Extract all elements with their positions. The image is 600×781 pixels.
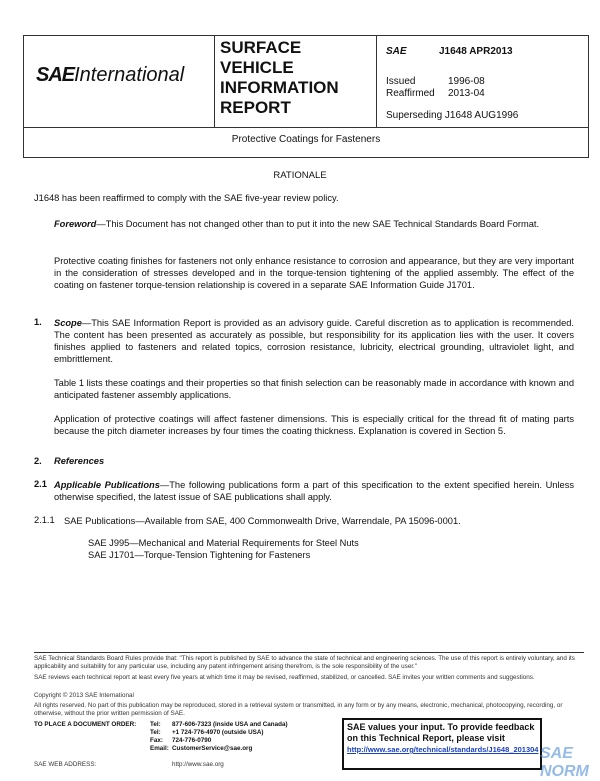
document-header (23, 35, 589, 158)
order-label: TO PLACE A DOCUMENT ORDER: (34, 721, 137, 728)
contact-value: 724-776-0790 (172, 737, 212, 744)
feedback-link[interactable]: http://www.sae.org/technical/standards/J1648_201304 (347, 745, 539, 754)
superseding: Superseding J1648 AUG1996 (386, 110, 519, 121)
rationale-text: J1648 has been reaffirmed to comply with the SAE five-year review policy. (34, 193, 339, 203)
footer-divider (34, 652, 584, 653)
contact-value: +1 724-776-4970 (outside USA) (172, 729, 264, 736)
section-number: 1. (34, 317, 42, 327)
section-number: 2. (34, 456, 42, 466)
intro-para: Protective coating finishes for fasteners not only enhance resistance to corrosion and appearance, but they are very important in the consideration of stresses developed and in the torque-tension tightening of the applied assembly. The effect of the coating on fastener torque-tension relationship is covered in a separate SAE Information Guide J1701. (54, 256, 574, 290)
scope-text: —This SAE Information Report is provided as an advisory guide. Careful discretion as to application is recommended. The content has been presented as accurately as possible, but responsibility for its application lies with the user. It covers finishes applied to fasteners and related topics, corrosion resistance, lubricity, electrical grounding, ultraviolet light, and embrittlement. (54, 318, 574, 364)
scope-para-2: Table 1 lists these coatings and their properties so that finish selection can be reasonably made in accordance with known and anticipated fastener assembly applications. (54, 378, 574, 400)
sae-publications-text: SAE Publications—Available from SAE, 400 Commonwealth Drive, Warrendale, PA 15096-0001. (64, 516, 461, 526)
sae-norm-watermark: SAE NORM (540, 745, 589, 780)
contact-key: Tel: (150, 721, 161, 728)
document-type (220, 38, 339, 118)
footer-review: SAE reviews each technical report at least every five years at which time it may be revised, reaffirmed, stabilized, or cancelled. SAE invites your written comments and suggestions. (34, 674, 535, 681)
applicable-pubs-label: Applicable Publications (54, 480, 160, 490)
footer-rules: SAE Technical Standards Board Rules provide that: "This report is published by SAE to advance the state of technical and engineering sciences. The use of this report is entirely voluntary, and its applicability and suitability for any particular use, including any patent infringement arising therefrom, is the sole responsibility of the user." (34, 655, 575, 670)
reference-item: SAE J1701—Torque-Tension Tightening for Fasteners (88, 550, 311, 560)
document-title: Protective Coatings for Fasteners (231, 134, 381, 145)
doc-type-line: VEHICLE (220, 58, 294, 77)
sae-international-logo (36, 64, 184, 87)
applicable-pubs-para (54, 479, 574, 503)
section-number: 2.1 (34, 479, 47, 489)
scope-label: Scope (54, 318, 82, 328)
scope-para-3: Application of protective coatings will affect fastener dimensions. This is especially critical for the thread fit of mating parts because the pitch diameter increases by four times the coating thickness. Explanation is covered in Section 5. (54, 414, 574, 436)
scope-para (54, 317, 574, 365)
reference-item: SAE J995—Mechanical and Material Requirements for Steel Nuts (88, 538, 359, 548)
doc-type-line: INFORMATION (220, 78, 339, 97)
foreword-label: Foreword (54, 219, 97, 229)
doc-type-line: SURFACE (220, 38, 302, 57)
doc-type-line: REPORT (220, 98, 291, 117)
section-number: 2.1.1 (34, 515, 55, 525)
footer-rights: All rights reserved. No part of this publication may be reproduced, stored in a retrieval system or transmitted, in any form or by any means, electronic, mechanical, photocopying, recording, or otherwise, without the prior written permission of SAE. (34, 702, 563, 717)
web-label: SAE WEB ADDRESS: (34, 761, 97, 768)
references-heading: References (54, 456, 105, 466)
logo-international: International (74, 64, 185, 86)
issued-value: 1996-08 (448, 76, 485, 87)
sae-mark: SAE (386, 46, 407, 57)
foreword-para (54, 218, 574, 230)
issued-label: Issued (386, 76, 416, 87)
contact-key: Tel: (150, 729, 161, 736)
contact-key: Email: (150, 745, 169, 752)
contact-value: 877-606-7323 (inside USA and Canada) (172, 721, 288, 728)
order-contacts (150, 721, 340, 753)
doc-number: J1648 APR2013 (439, 46, 513, 57)
rationale-heading: RATIONALE (273, 170, 327, 181)
footer-copyright: Copyright © 2013 SAE International (34, 692, 134, 699)
reaffirmed-value: 2013-04 (448, 88, 485, 99)
logo-sae: SAE (36, 64, 75, 86)
web-link[interactable]: http://www.sae.org (172, 761, 224, 768)
feedback-text: SAE values your input. To provide feedback on this Technical Report, please visit (347, 722, 535, 743)
applicable-pubs-text: —The following publications form a part of this specification to the extent specified herein. Unless otherwise specified, the latest issue of SAE publications shall apply. (54, 480, 574, 502)
foreword-text: —This Document has not changed other than to put it into the new SAE Technical Standards Board Format. (96, 219, 540, 229)
contact-email[interactable]: CustomerService@sae.org (172, 745, 253, 752)
contact-key: Fax: (150, 737, 163, 744)
reaffirmed-label: Reaffirmed (386, 88, 435, 99)
feedback-box (342, 718, 542, 770)
